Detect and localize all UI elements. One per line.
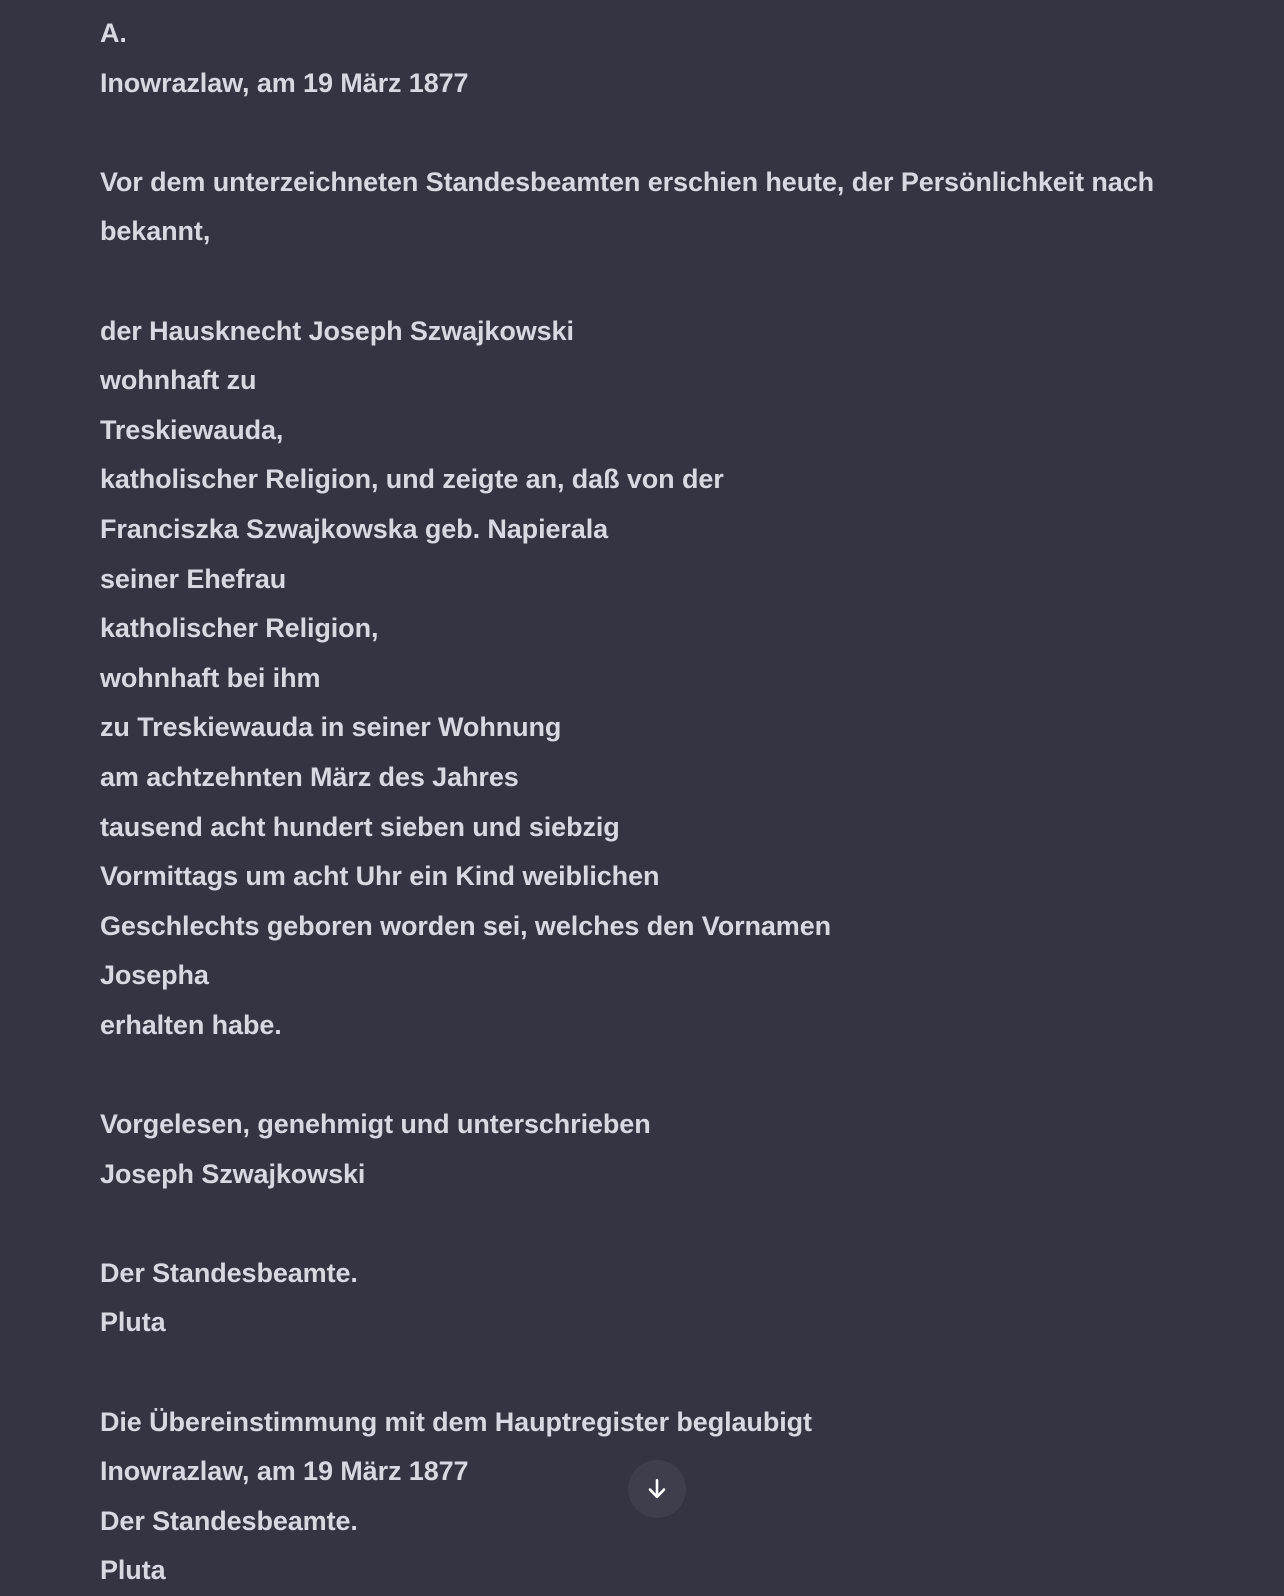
doc-line: tausend acht hundert sieben und siebzig: [100, 811, 620, 842]
doc-blank-line: [100, 108, 1244, 158]
doc-line: Josepha: [100, 960, 209, 991]
doc-line: Treskiewauda,: [100, 414, 284, 445]
doc-line: Die Übereinstimmung mit dem Hauptregister beglaubigt: [100, 1406, 812, 1437]
doc-line: Franciszka Szwajkowska geb. Napierala: [100, 513, 609, 544]
doc-line: Der Standesbeamte.: [100, 1257, 358, 1288]
doc-line: zu Treskiewauda in seiner Wohnung: [100, 712, 562, 743]
doc-line: wohnhaft zu: [100, 365, 257, 396]
doc-line: Vormittags um acht Uhr ein Kind weiblichen: [100, 861, 660, 892]
doc-line: Vor dem unterzeichneten Standesbeamten erschien heute, der Persönlichkeit nach: [100, 166, 1155, 197]
doc-line: Der Standesbeamte.: [100, 1505, 358, 1536]
doc-line: seiner Ehefrau: [100, 563, 287, 594]
doc-line: Inowrazlaw, am 19 März 1877: [100, 67, 469, 98]
doc-line: Pluta: [100, 1307, 166, 1338]
doc-line: A.: [100, 18, 127, 48]
doc-line: Vorgelesen, genehmigt und unterschrieben: [100, 1109, 651, 1140]
doc-blank-line: [100, 257, 1244, 307]
doc-line: der Hausknecht Joseph Szwajkowski: [100, 315, 574, 346]
doc-line: katholischer Religion, und zeigte an, daß von der: [100, 464, 724, 495]
doc-blank-line: [100, 1348, 1244, 1398]
doc-line: Pluta: [100, 1555, 166, 1586]
doc-line: erhalten habe.: [100, 1009, 282, 1040]
assistant-message-text: [100, 0, 1244, 1596]
doc-line: Joseph Szwajkowski: [100, 1158, 366, 1189]
doc-blank-line: [100, 1050, 1244, 1100]
doc-line: bekannt,: [100, 216, 211, 247]
arrow-down-icon: [644, 1476, 670, 1502]
doc-line: Inowrazlaw, am 19 März 1877: [100, 1456, 469, 1487]
scroll-to-bottom-button[interactable]: [628, 1460, 686, 1518]
doc-line: am achtzehnten März des Jahres: [100, 761, 519, 792]
doc-line: katholischer Religion,: [100, 613, 379, 644]
doc-line: Geschlechts geboren worden sei, welches den Vornamen: [100, 910, 832, 941]
doc-line: wohnhaft bei ihm: [100, 662, 321, 693]
doc-blank-line: [100, 1199, 1244, 1249]
